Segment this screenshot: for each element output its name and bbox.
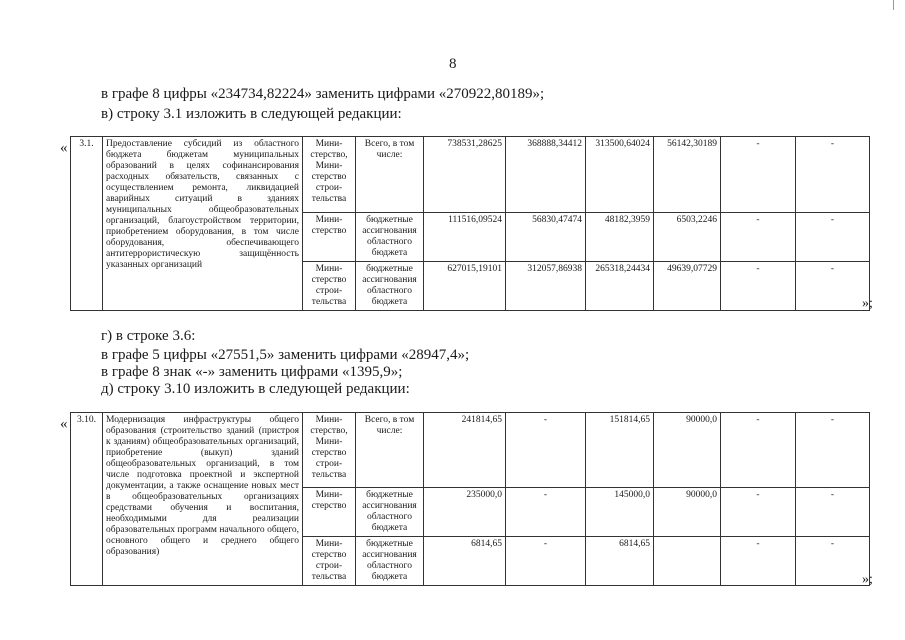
executor-cell: Мини-стерство bbox=[303, 488, 356, 537]
value-cell: - bbox=[721, 213, 796, 262]
value-cell bbox=[654, 537, 721, 586]
value-cell: 145000,0 bbox=[586, 488, 654, 537]
executor-cell: Мини-стерство строи-тельства bbox=[303, 262, 356, 311]
value-cell: 627015,19101 bbox=[424, 262, 506, 311]
value-cell: - bbox=[796, 213, 870, 262]
value-cell: - bbox=[796, 537, 870, 586]
value-cell: 6814,65 bbox=[586, 537, 654, 586]
value-cell: - bbox=[721, 488, 796, 537]
value-cell: 265318,24434 bbox=[586, 262, 654, 311]
executor-cell: Мини-стерство строи-тельства bbox=[303, 537, 356, 586]
value-cell: - bbox=[506, 413, 586, 488]
value-cell: - bbox=[796, 262, 870, 311]
value-cell: - bbox=[721, 137, 796, 213]
source-cell: бюджетные ассигнования областного бюджета bbox=[356, 488, 424, 537]
value-cell: 56142,30189 bbox=[654, 137, 721, 213]
value-cell: 313500,64024 bbox=[586, 137, 654, 213]
instruction-line-row-3-6: г) в строке 3.6: bbox=[101, 328, 196, 344]
value-cell: - bbox=[721, 413, 796, 488]
page-edge-mark bbox=[893, 0, 894, 10]
source-cell: бюджетные ассигнования областного бюджета bbox=[356, 537, 424, 586]
value-cell: 6814,65 bbox=[424, 537, 506, 586]
page-number: 8 bbox=[449, 56, 457, 72]
executor-cell: Мини-стерство, Мини-стерство строи-тельства bbox=[303, 413, 356, 488]
instruction-line-graph8-sign: в графе 8 знак «-» заменить цифрами «1395,9»; bbox=[101, 364, 403, 380]
value-cell: - bbox=[796, 137, 870, 213]
executor-cell: Мини-стерство bbox=[303, 213, 356, 262]
value-cell: - bbox=[721, 262, 796, 311]
source-cell: бюджетные ассигнования областного бюджета bbox=[356, 213, 424, 262]
value-cell: 738531,28625 bbox=[424, 137, 506, 213]
value-cell: - bbox=[796, 413, 870, 488]
instruction-line-graph8: в графе 8 цифры «234734,82224» заменить цифрами «270922,80189»; bbox=[101, 86, 545, 102]
source-cell: бюджетные ассигнования областного бюджета bbox=[356, 262, 424, 311]
value-cell: 90000,0 bbox=[654, 488, 721, 537]
quote-open-3-10: « bbox=[60, 416, 68, 432]
value-cell: - bbox=[506, 537, 586, 586]
source-cell: Всего, в том числе: bbox=[356, 413, 424, 488]
table-row-3-1 bbox=[70, 136, 870, 311]
instruction-line-row-3-1: в) строку 3.1 изложить в следующей редакции: bbox=[101, 106, 402, 122]
instruction-line-row-3-10: д) строку 3.10 изложить в следующей редакции: bbox=[101, 381, 410, 397]
instruction-line-graph5: в графе 5 цифры «27551,5» заменить цифрами «28947,4»; bbox=[101, 347, 470, 363]
row-number: 3.10. bbox=[71, 413, 103, 586]
value-cell: 56830,47474 bbox=[506, 213, 586, 262]
value-cell: 90000,0 bbox=[654, 413, 721, 488]
value-cell: 6503,2246 bbox=[654, 213, 721, 262]
value-cell: 111516,09524 bbox=[424, 213, 506, 262]
row-description: Модернизация инфраструктуры общего образования (строительство зданий (пристроя к зданиям) общеобразовательных организаций, приобретение (выкуп) зданий общеобразовательных организаций, в том числе подготовка проектной и экспертной документации, а также оснащение новых мест в общеобразовательных организациях средствами обучения и воспитания, необходимыми для реализации образовательных программ начального общего, основного общего и среднего общего образования) bbox=[103, 413, 303, 586]
table-row-3-10 bbox=[70, 412, 870, 586]
executor-cell: Мини-стерство, Мини-стерство строи-тельства bbox=[303, 137, 356, 213]
row-description: Предоставление субсидий из областного бюджета бюджетам муниципальных образований в целях софинансирования расходных обязательств, связанных с осуществлением ремонта, ликвидацией аварийных ситуаций в зданиях муниципальных общеобразовательных организаций, благоустройством территории, приобретением оборудования, в том числе оборудования, обеспечивающего антитеррористическую защищённость указанных организаций bbox=[103, 137, 303, 311]
value-cell: 312057,86938 bbox=[506, 262, 586, 311]
value-cell: - bbox=[796, 488, 870, 537]
value-cell: - bbox=[506, 488, 586, 537]
value-cell: 48182,3959 bbox=[586, 213, 654, 262]
source-cell: Всего, в том числе: bbox=[356, 137, 424, 213]
quote-open-3-1: « bbox=[60, 140, 68, 156]
value-cell: 241814,65 bbox=[424, 413, 506, 488]
value-cell: 151814,65 bbox=[586, 413, 654, 488]
value-cell: 368888,34412 bbox=[506, 137, 586, 213]
value-cell: 235000,0 bbox=[424, 488, 506, 537]
value-cell: - bbox=[721, 537, 796, 586]
row-number: 3.1. bbox=[71, 137, 103, 311]
quote-close-3-1: »; bbox=[862, 296, 873, 311]
quote-close-3-10: »; bbox=[862, 572, 873, 587]
value-cell: 49639,07729 bbox=[654, 262, 721, 311]
